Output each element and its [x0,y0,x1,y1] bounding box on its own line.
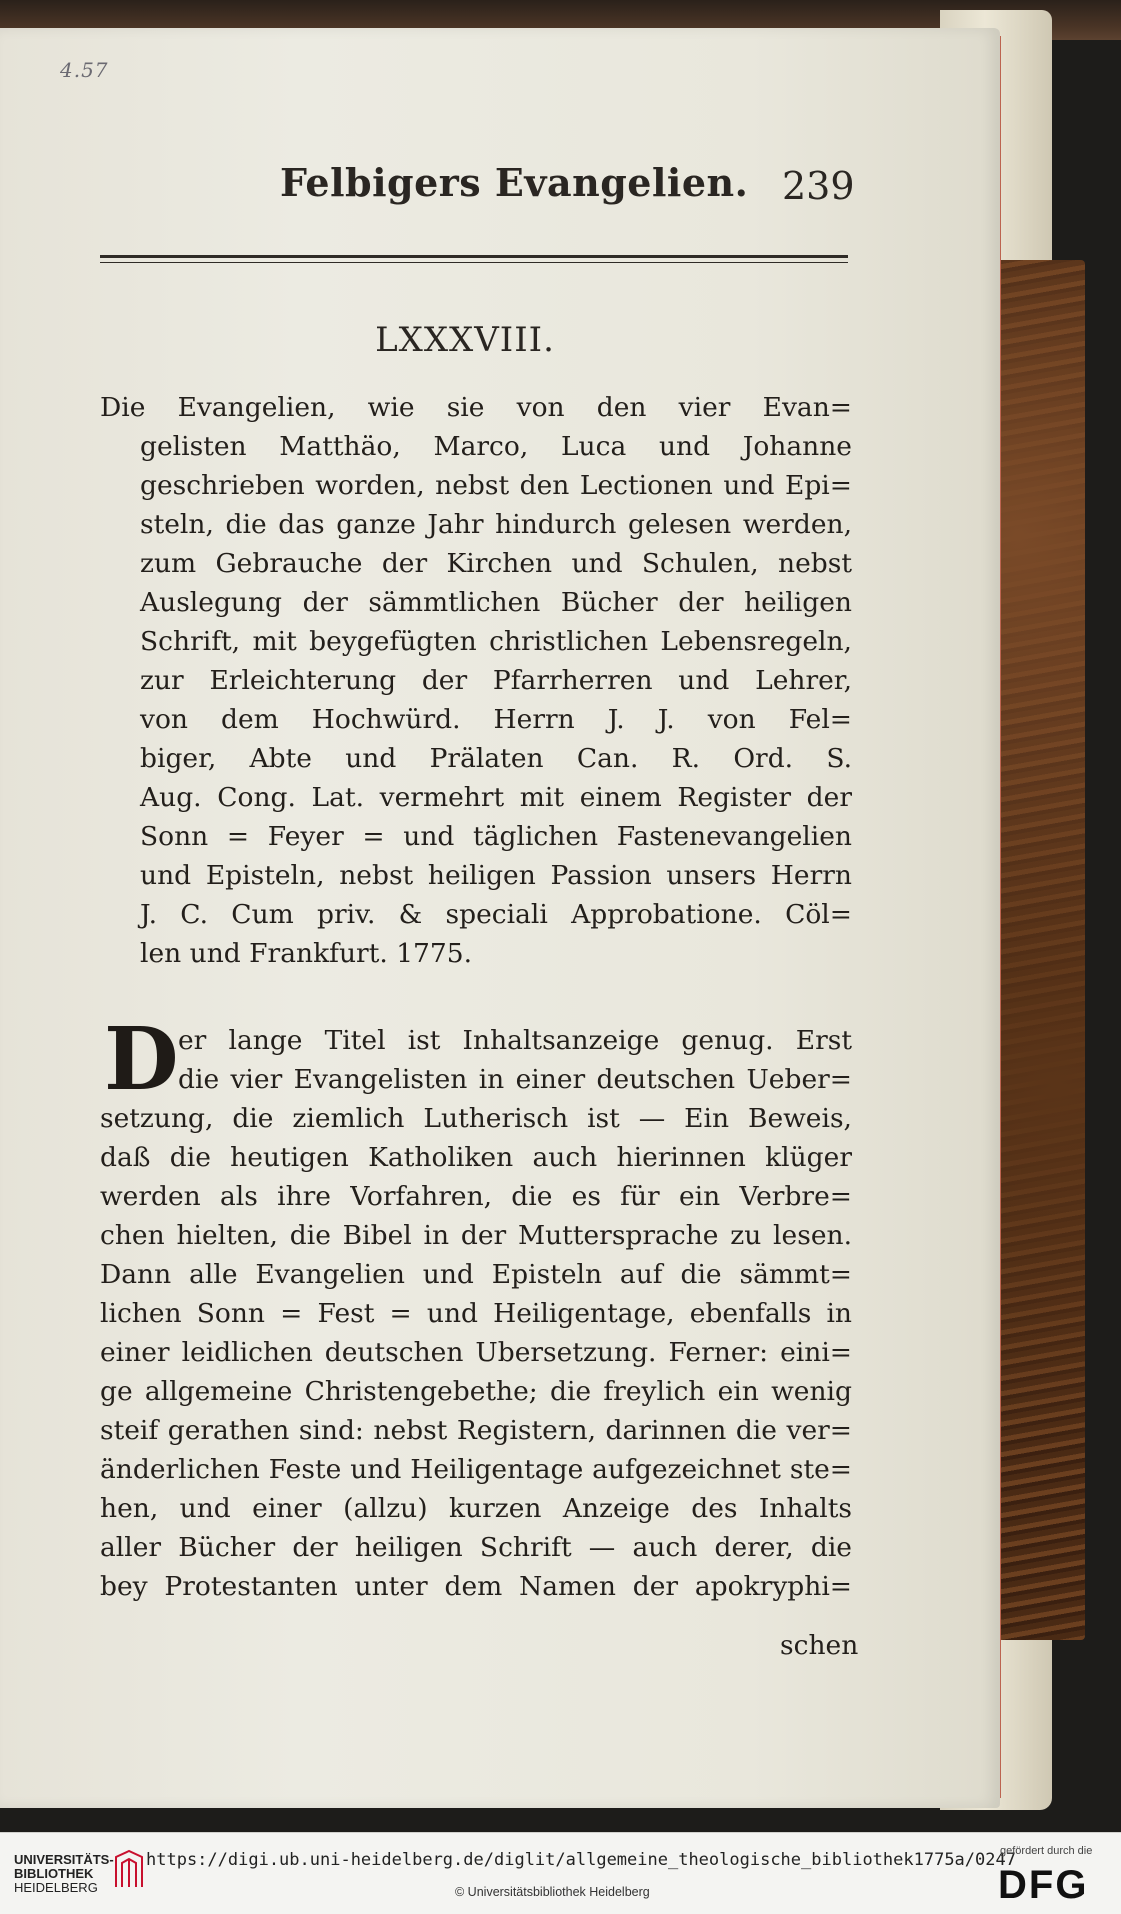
body-line: einer leidlichen deutschen Ubersetzung. Ferner: eini= [100,1337,852,1368]
body-line: lichen Sonn = Fest = und Heiligentage, ebenfalls in [100,1298,852,1329]
title-line: steln, die das ganze Jahr hindurch gelesen werden, [140,509,852,540]
body-line: setzung, die ziemlich Lutherisch ist — Ein Beweis, [100,1103,852,1134]
title-line: Die Evangelien, wie sie von den vier Evan= [100,392,852,423]
body-line: änderlichen Feste und Heiligentage aufgezeichnet ste= [100,1454,852,1485]
body-line: aller Bücher der heiligen Schrift — auch derer, die [100,1532,852,1563]
title-line: Sonn = Feyer = und täglichen Fastenevangelien [140,821,852,852]
library-logo-mark-icon [112,1847,146,1891]
body-line: ge allgemeine Christengebethe; die freylich ein wenig [100,1376,852,1407]
body-line: bey Protestanten unter dem Namen der apokryphi= [100,1571,852,1602]
title-line: Auslegung der sämmtlichen Bücher der heiligen [140,587,852,618]
page-number: 239 [782,164,855,208]
title-line: Schrift, mit beygefügten christlichen Lebensregeln, [140,626,852,657]
funder-label: gefördert durch die [1000,1845,1093,1857]
title-entry [100,388,852,973]
title-line: len und Frankfurt. 1775. [140,938,473,969]
book-cover-board [990,260,1085,1640]
title-line: von dem Hochwürd. Herrn J. J. von Fel= [140,704,852,735]
copyright-notice: © Universitätsbibliothek Heidelberg [455,1885,650,1899]
title-line: gelisten Matthäo, Marco, Luca und Johanne [140,431,852,462]
title-line: zur Erleichterung der Pfarrherren und Lehrer, [140,665,852,696]
body-line: werden als ihre Vorfahren, die es für ein Verbre= [100,1181,852,1212]
body-line: die vier Evangelisten in einer deutschen Ueber= [178,1064,852,1095]
body-line: er lange Titel ist Inhaltsanzeige genug. Erst [178,1025,852,1056]
library-name-line: HEIDELBERG [14,1880,98,1895]
viewer-footer [0,1832,1121,1914]
title-line: und Episteln, nebst heiligen Passion unsers Herrn [140,860,852,891]
library-logo[interactable] [14,1853,114,1895]
title-line: zum Gebrauche der Kirchen und Schulen, nebst [140,548,852,579]
library-name-line: BIBLIOTHEK [14,1866,94,1881]
body-line: Dann alle Evangelien und Episteln auf die sämmt= [100,1259,852,1290]
body-line: steif gerathen sind: nebst Registern, darinnen die ver= [100,1415,852,1446]
body-line: chen hielten, die Bibel in der Muttersprache zu lesen. [100,1220,852,1251]
title-line: Aug. Cong. Lat. vermehrt mit einem Register der [140,782,852,813]
title-line: biger, Abte und Prälaten Can. R. Ord. S. [140,743,852,774]
header-rule [100,255,848,263]
shelf-mark: 4.57 [60,58,109,82]
body-line: daß die heutigen Katholiken auch hierinnen klüger [100,1142,852,1173]
running-head: Felbigers Evangelien. [280,160,749,205]
drop-cap: D [104,1009,179,1110]
section-number: LXXXVIII. [375,320,555,360]
title-line: J. C. Cum priv. & speciali Approbatione. Cöl= [140,899,852,930]
dfg-logo[interactable]: DFG [998,1863,1089,1907]
title-line: geschrieben worden, nebst den Lectionen und Epi= [140,470,852,501]
library-name-line: UNIVERSITÄTS- [14,1852,114,1867]
catchword: schen [780,1630,859,1661]
body-line: hen, und einer (allzu) kurzen Anzeige des Inhalts [100,1493,852,1524]
review-text [100,1009,852,1606]
permalink-url[interactable]: https://digi.ub.uni-heidelberg.de/diglit/allgemeine_theologische_bibliothek1775a/0247 [146,1850,1016,1870]
